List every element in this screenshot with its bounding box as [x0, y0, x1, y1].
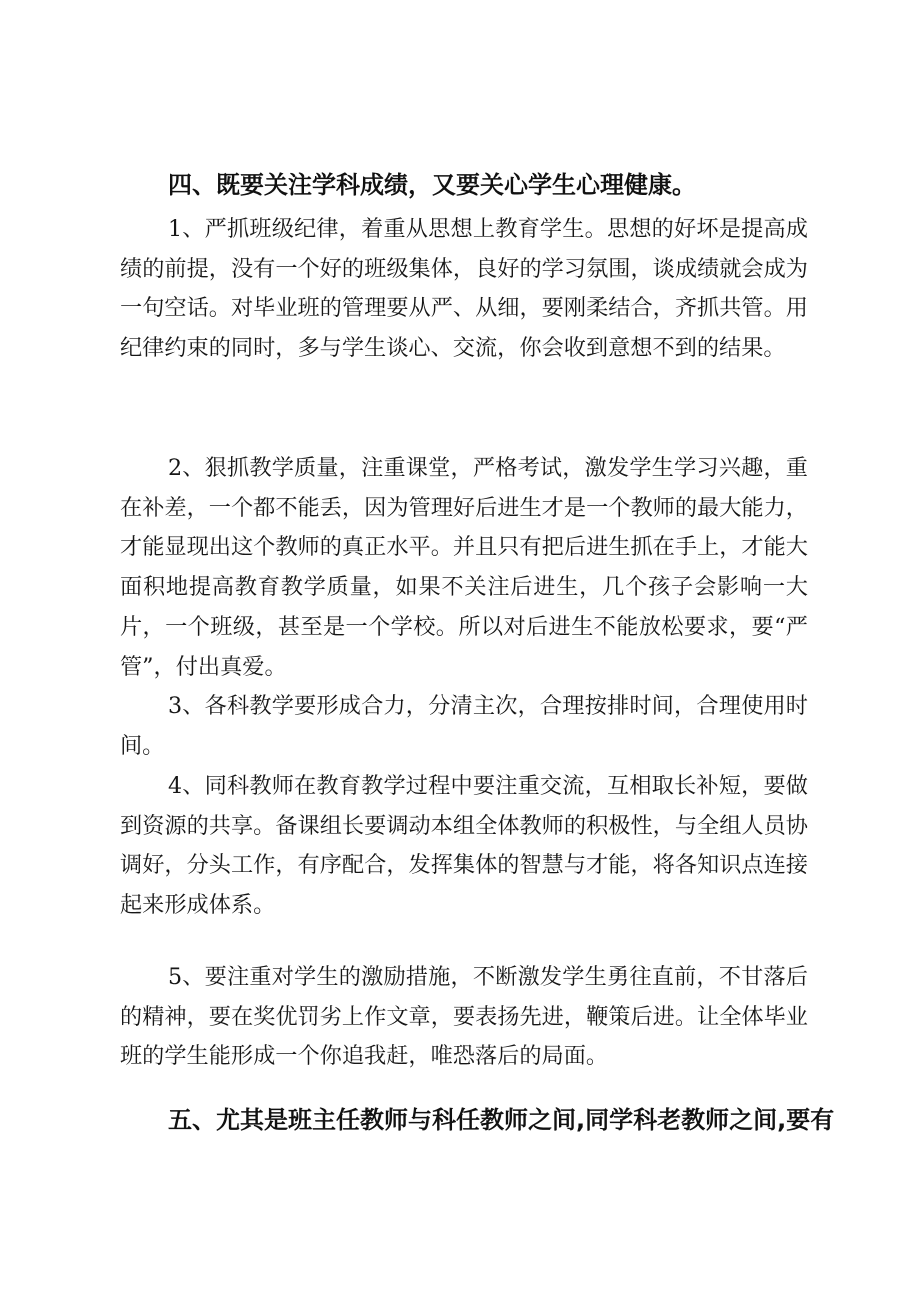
paragraph-4: 4、同科教师在教育教学过程中要注重交流，互相取长补短，要做到资源的共享。备课组长要调动本组全体教师的积极性，与全组人员协调好，分头工作，有序配合，发挥集体的智慧与才能，将各知识点连接起来形成体系。 — [120, 773, 808, 919]
section-4-heading: 四、既要关注学科成绩，又要关心学生心理健康。 — [168, 171, 696, 199]
paragraph-3: 3、各科教学要形成合力，分清主次，合理按排时间，合理使用时间。 — [120, 693, 808, 759]
paragraph-5: 5、要注重对学生的激励措施，不断激发学生勇往直前，不甘落后的精神，要在奖优罚劣上作文章，要表扬先进，鞭策后进。让全体毕业班的学生能形成一个你追我赶，唯恐落后的局面。 — [120, 964, 808, 1070]
paragraph-1: 1、严抓班级纪律，着重从思想上教育学生。思想的好坏是提高成绩的前提，没有一个好的班级集体，良好的学习氛围，谈成绩就会成为一句空话。对毕业班的管理要从严、从细，要刚柔结合，齐抓共管。用纪律约束的同时，多与学生谈心、交流，你会收到意想不到的结果。 — [120, 216, 808, 362]
paragraph-2: 2、狠抓教学质量，注重课堂，严格考试，激发学生学习兴趣，重在补差，一个都不能丢，因为管理好后进生才是一个教师的最大能力，才能显现出这个教师的真正水平。并且只有把后进生抓在手上，才能大面积地提高教育教学质量，如果不关注后进生，几个孩子会影响一大片，一个班级，甚至是一个学校。所以对后进生不能放松要求，要“严管”，付出真爱。 — [120, 455, 808, 680]
section-5-heading: 五、尤其是班主任教师与科任教师之间,同学科老教师之间,要有 — [168, 1106, 835, 1134]
